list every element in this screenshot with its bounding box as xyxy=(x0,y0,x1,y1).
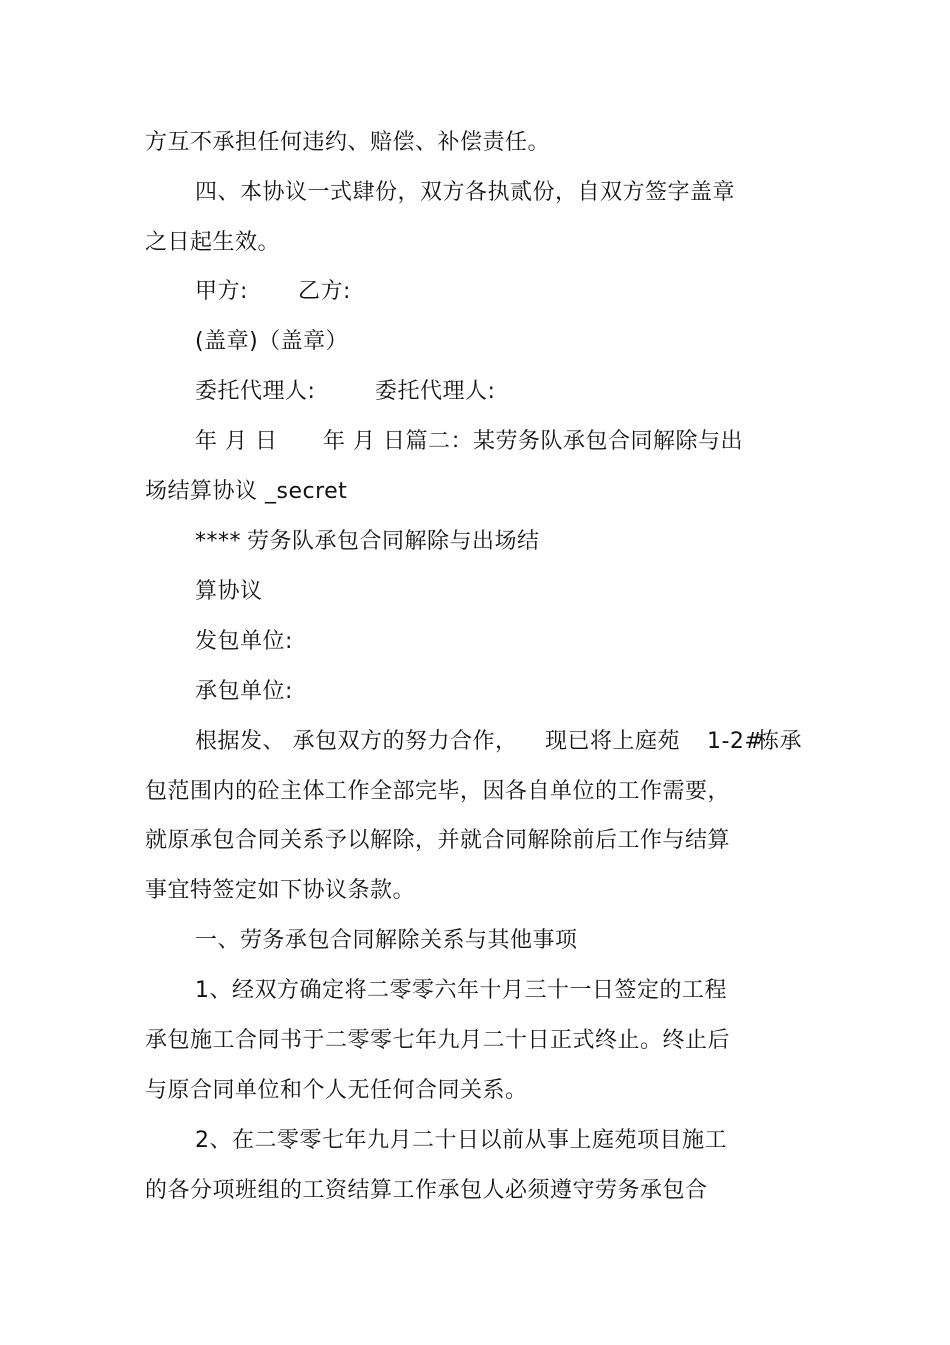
text-line: 四、本协议一式肆份，双方各执贰份，自双方签字盖章 xyxy=(195,180,736,205)
text-line: 方互不承担任何违约、赔偿、补偿责任。 xyxy=(145,130,551,155)
stars: **** xyxy=(195,529,241,554)
text-line: 1、经双方确定将二零零六年十月三十一日签定的工程 xyxy=(195,978,727,1003)
text-line: 与原合同单位和个人无任何合同关系。 xyxy=(145,1078,528,1103)
subcontractor-label: 承包单位: xyxy=(195,679,293,704)
agent-b-label: 委托代理人: xyxy=(375,379,496,404)
party-b-label: 乙方: xyxy=(298,279,351,304)
text-line: 2、在二零零七年九月二十日以前从事上庭苑项目施工 xyxy=(195,1128,727,1153)
basis-part-c: 1-2# xyxy=(707,729,764,754)
text-line: 的各分项班组的工资结算工作承包人必须遵守劳务承包合 xyxy=(145,1178,708,1203)
text-line: 就原承包合同关系予以解除，并就合同解除前后工作与结算 xyxy=(145,828,731,853)
date-b: 年 月 日篇二：某劳务队承包合同解除与出 xyxy=(323,429,743,454)
text-line: 包范围内的砼主体工作全部完毕，因各自单位的工作需要， xyxy=(145,779,731,804)
basis-part-d: 栋承 xyxy=(757,729,803,754)
section-heading: 一、劳务承包合同解除关系与其他事项 xyxy=(195,928,578,953)
agent-a-label: 委托代理人: xyxy=(195,379,316,404)
text-line: 事宜特签定如下协议条款。 xyxy=(145,878,416,903)
text-line: 承包施工合同书于二零零七年九月二十日正式终止。终止后 xyxy=(145,1028,731,1053)
text-line: 之日起生效。 xyxy=(145,230,281,255)
basis-part-b: 现已将上庭苑 xyxy=(545,729,681,754)
contractor-label: 发包单位: xyxy=(195,629,293,654)
party-a-label: 甲方: xyxy=(195,279,248,304)
text-line: 算协议 xyxy=(195,579,263,604)
seal-line: (盖章)（盖章） xyxy=(195,329,349,354)
basis-part-a: 根据发、 承包双方的努力合作， xyxy=(195,729,518,754)
date-a: 年 月 日 xyxy=(195,429,278,454)
text-line: 场结算协议 _secret xyxy=(145,479,348,504)
heading-title: 劳务队承包合同解除与出场结 xyxy=(247,529,540,554)
